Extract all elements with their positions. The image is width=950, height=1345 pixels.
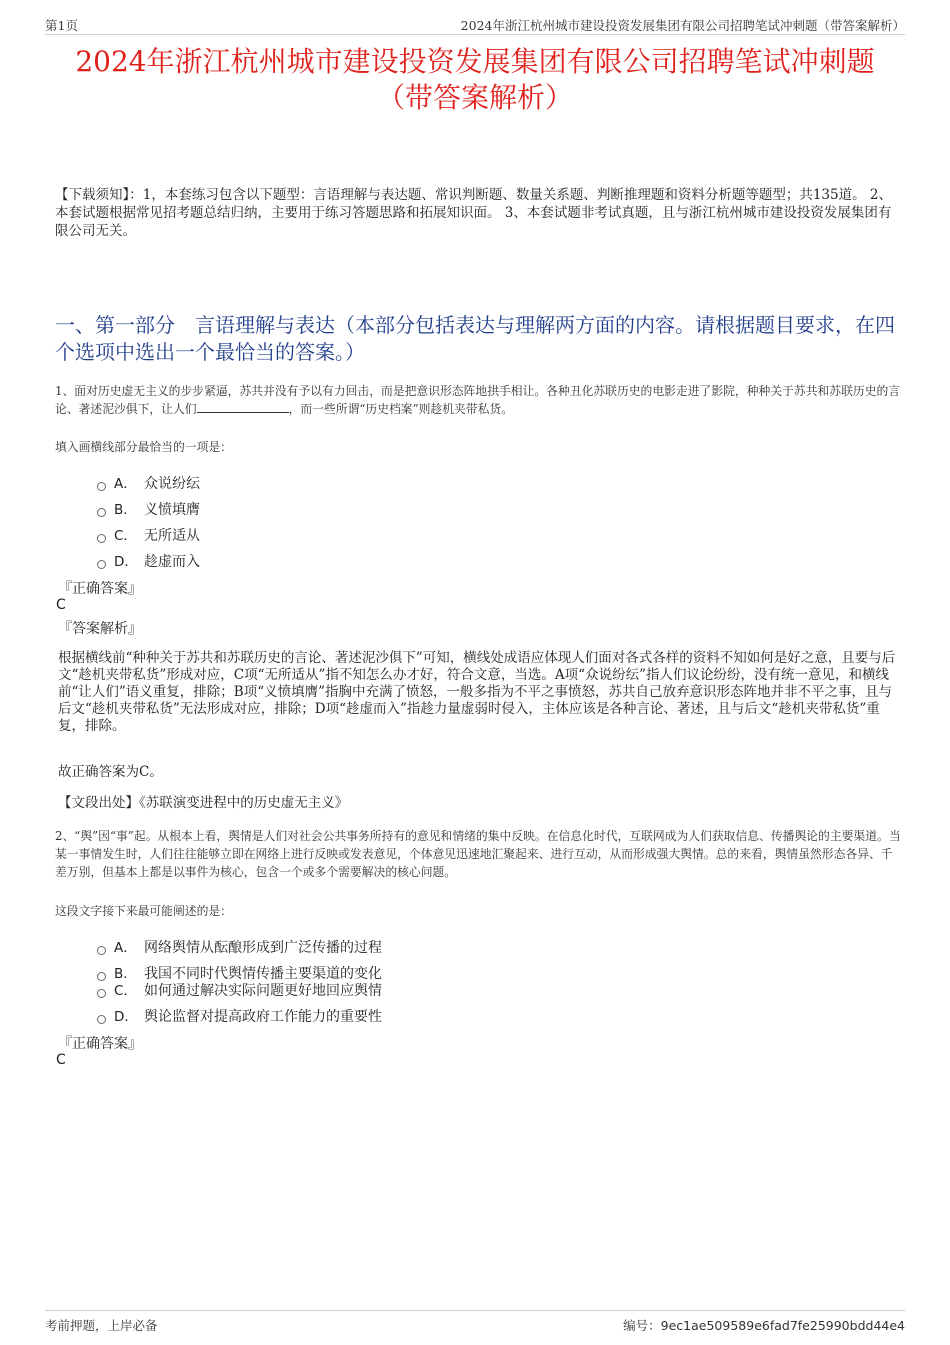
option-c[interactable]: C． 无所适从	[97, 524, 200, 545]
option-d[interactable]: D． 舆论监督对提高政府工作能力的重要性	[97, 1005, 382, 1026]
footer-code	[623, 1316, 905, 1334]
option-b[interactable]: B． 义愤填膺	[97, 498, 200, 519]
radio-icon[interactable]	[97, 989, 106, 998]
question-1-text	[55, 382, 902, 418]
radio-icon[interactable]	[97, 534, 106, 543]
option-c[interactable]: C． 如何通过解决实际问题更好地回应舆情	[97, 979, 382, 1000]
radio-icon[interactable]	[97, 1015, 106, 1024]
radio-icon[interactable]	[97, 946, 106, 955]
correct-answer-value: C	[56, 1052, 66, 1068]
option-d[interactable]: D． 趁虚而入	[97, 550, 200, 571]
question-2-prompt: 这段文字接下来最可能阐述的是：	[55, 904, 232, 918]
footer-code-value: 9ec1ae509589e6fad7fe25990bdd44e4	[660, 1318, 905, 1333]
fill-blank	[197, 400, 289, 413]
question-2-text: 2、“舆”因“事”起。从根本上看，舆情是人们对社会公共事务所持有的意见和情绪的集中反映。在信息化时代，互联网成为人们获取信息、传播舆论的主要渠道。当某一事情发生时，人们往往能够立即在网络上进行反映或发表意见，个体意见迅速地汇聚起来、进行互动，从而形成强大舆情。总的来看，舆情虽然形态各异、千差万别，但基本上都是以事件为核心，包含一个或多个需要解决的核心问题。	[55, 829, 901, 879]
question-1-text-after: ，而一些所谓“历史档案”则趁机夹带私货。	[288, 402, 513, 416]
radio-icon[interactable]	[97, 560, 106, 569]
footer-slogan: 考前押题，上岸必备	[45, 1318, 158, 1333]
footer-code-label: 编号：	[623, 1318, 661, 1333]
answer-analysis: 根据横线前“种种关于苏共和苏联历史的言论、著述泥沙俱下”可知，横线处成语应体现人们面对各式各样的资料不知如何是好之意，且要与后文“趁机夹带私货”形成对应，C项“无所适从”指不知怎么办才好，符合文意，当选。A项“众说纷纭”指人们议论纷纷，没有统一意见，和横线前“让人们”语义重复，排除；B项“义愤填膺”指胸中充满了愤怒，一般多指为不平之事愤怒，苏共自己放弃意识形态阵地并非不平之事，且与后文“趁机夹带私货”无法形成对应，排除；D项“趁虚而入”指趁力量虚弱时侵入，主体应该是各种言论、著述，且与后文“趁机夹带私货”重复，排除。	[58, 650, 896, 734]
option-a[interactable]: A． 众说纷纭	[97, 472, 200, 493]
question-1-prompt: 填入画横线部分最恰当的一项是：	[55, 440, 232, 454]
correct-answer-value: C	[56, 597, 66, 613]
radio-icon[interactable]	[97, 482, 106, 491]
analysis-label: 『答案解析』	[58, 621, 142, 637]
radio-icon[interactable]	[97, 508, 106, 517]
answer-conclusion: 故正确答案为C。	[58, 764, 163, 780]
section-heading: 一、第一部分 言语理解与表达（本部分包括表达与理解两方面的内容。请根据题目要求，在四个选项中选出一个最恰当的答案。）	[55, 313, 895, 364]
option-b[interactable]: B． 我国不同时代舆情传播主要渠道的变化	[97, 962, 382, 983]
question-1-text-before: 1、面对历史虚无主义的步步紧逼，苏共并没有予以有力回击，而是把意识形态阵地拱手相让。各种丑化苏联历史的电影走进了影院，种种关于苏共和苏联历史的言论、著述泥沙俱下，让人们	[55, 384, 901, 416]
page-footer	[45, 1310, 905, 1335]
document-title: 2024年浙江杭州城市建设投资发展集团有限公司招聘笔试冲刺题（带答案解析）	[75, 45, 875, 114]
passage-source: 【文段出处】《苏联演变进程中的历史虚无主义》	[58, 795, 349, 811]
download-notice: 【下载须知】：1，本套练习包含以下题型：言语理解与表达题、常识判断题、数量关系题、判断推理题和资料分析题等题型；共135道。 2、本套试题根据常见招考题总结归纳，主要用于练习答题思路和拓展知识面。 3、本套试题非考试真题，且与浙江杭州城市建设投资发展集团有限公司无关。	[55, 187, 892, 239]
correct-answer-label: 『正确答案』	[58, 1036, 142, 1052]
option-a[interactable]: A． 网络舆情从酝酿形成到广泛传播的过程	[97, 936, 382, 957]
page-number: 第1页	[45, 18, 78, 33]
correct-answer-label: 『正确答案』	[58, 581, 142, 597]
header-doc-title: 2024年浙江杭州城市建设投资发展集团有限公司招聘笔试冲刺题（带答案解析）	[460, 18, 905, 33]
page-header	[45, 14, 905, 35]
